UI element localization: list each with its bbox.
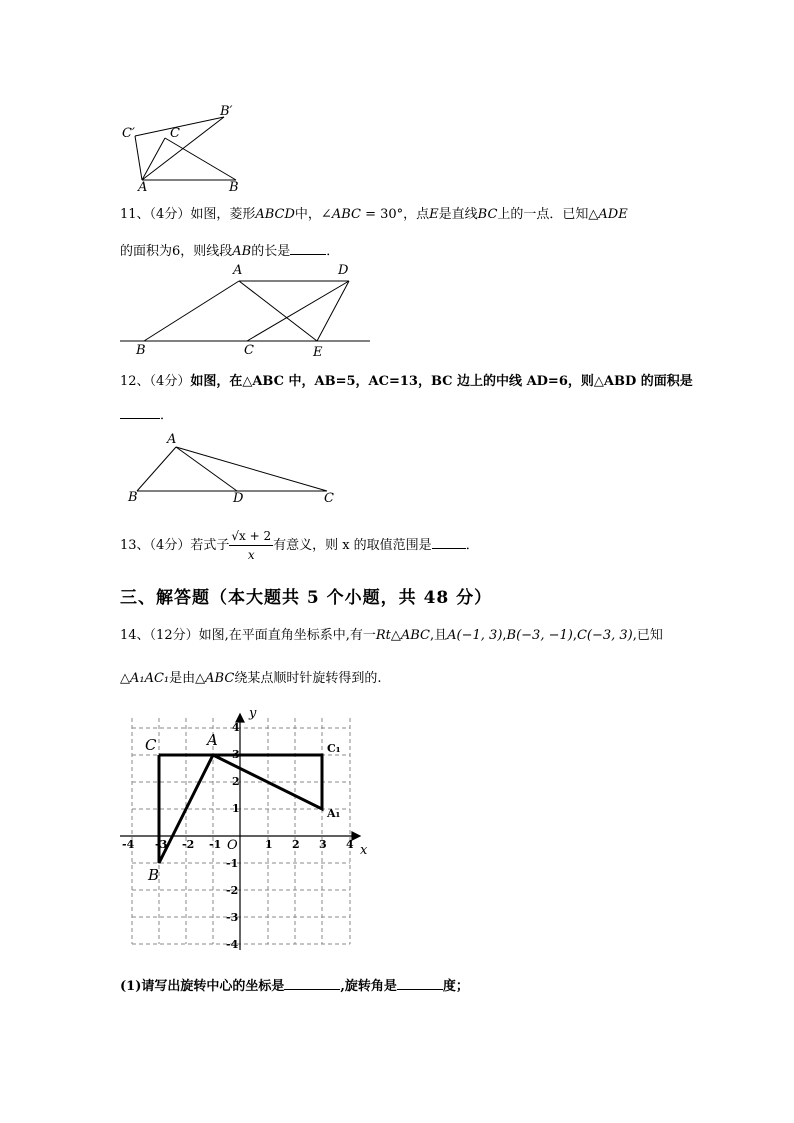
q11-line2: 的面积为6，则线段AB的长是 ． — [120, 240, 339, 262]
grid-label-c: C — [145, 736, 157, 754]
q14-line1: 14、（12分）如图,在平面直角坐标系中,有一Rt△ABC,且A(−1, 3),B(−3, −1),C(−3, 3),已知 — [120, 628, 663, 643]
grid-label-a1: A₁ — [327, 807, 341, 820]
grid-y-tick: 1 — [232, 802, 240, 815]
fig12-label-b: B — [128, 490, 138, 505]
fig12-label-a: A — [167, 432, 177, 447]
q13-numerator: √x + 2 — [229, 527, 273, 546]
q14-number: 14、（12分） — [120, 628, 199, 643]
fig10-label-c-prime: C′ — [122, 126, 135, 141]
grid-x-tick: 4 — [346, 838, 354, 851]
grid-lines — [132, 718, 350, 944]
fig11-label-a: A — [233, 263, 243, 278]
grid-y-tick: 2 — [232, 775, 240, 788]
fig10-label-a: A — [138, 180, 148, 195]
q12-line1: 12、（4分）如图，在△ABC 中，AB=5，AC=13，BC 边上的中线 AD=6，则△ABD 的面积是 — [120, 374, 693, 389]
grid-x-tick: -4 — [122, 838, 135, 851]
fig11-label-e: E — [313, 345, 323, 360]
grid-axis-x-label: x — [360, 843, 368, 858]
q13-number: 13、（4分） — [120, 538, 191, 553]
grid-y-tick: -3 — [226, 911, 239, 924]
q12-number: 12、（4分） — [120, 374, 191, 389]
grid-y-tick: -1 — [226, 857, 239, 870]
fig12-label-d: D — [233, 491, 244, 506]
grid-y-tick: 3 — [232, 748, 240, 761]
grid-y-tick: -2 — [226, 884, 239, 897]
grid-x-tick: 3 — [319, 838, 327, 851]
fig10-label-c: C — [170, 126, 180, 141]
grid-axis-y-label: y — [249, 706, 257, 721]
fig10-label-b-prime: B′ — [220, 104, 233, 119]
grid-label-b: B — [148, 866, 160, 884]
fig11-label-c: C — [244, 343, 254, 358]
grid-origin-label: O — [227, 838, 238, 853]
fig11-label-d: D — [338, 263, 349, 278]
fig12-label-c: C — [324, 491, 334, 506]
q11-line1: 11、（4分）如图，菱形ABCD中，∠ABC = 30°，点E是直线BC上的一点．已知△ADE — [120, 207, 628, 222]
grid-x-tick: -1 — [209, 838, 222, 851]
q11-number: 11、（4分） — [120, 207, 191, 222]
fig11-label-b: B — [136, 343, 146, 358]
section-heading: 三、解答题（本大题共 5 个小题，共 48 分） — [120, 588, 493, 608]
grid-x-tick: 1 — [265, 838, 273, 851]
fig10-label-b: B — [229, 180, 239, 195]
q13-denominator: x — [247, 548, 255, 562]
grid-y-tick: 4 — [232, 721, 240, 734]
grid-label-a: A — [207, 731, 218, 749]
grid-x-tick: -3 — [155, 838, 168, 851]
q14-line2: △A₁AC₁是由△ABC绕某点顺时针旋转得到的. — [120, 671, 382, 686]
q14-sub1: (1)请写出旋转中心的坐标是 ,旋转角是 度； — [120, 975, 469, 997]
q13-line: 13、（4分）若式子 $\frac{√x + 2}{x}$ 有意义，则 x 的取值范围是 ． — [120, 529, 479, 562]
q12-line2: ． — [120, 404, 173, 426]
q14-center-blank[interactable] — [284, 975, 340, 990]
q14-angle-blank[interactable] — [397, 975, 443, 990]
grid-x-tick: 2 — [292, 838, 300, 851]
grid-y-tick: -4 — [226, 938, 239, 951]
grid-label-c1: C₁ — [327, 742, 341, 755]
grid-x-tick: -2 — [182, 838, 195, 851]
